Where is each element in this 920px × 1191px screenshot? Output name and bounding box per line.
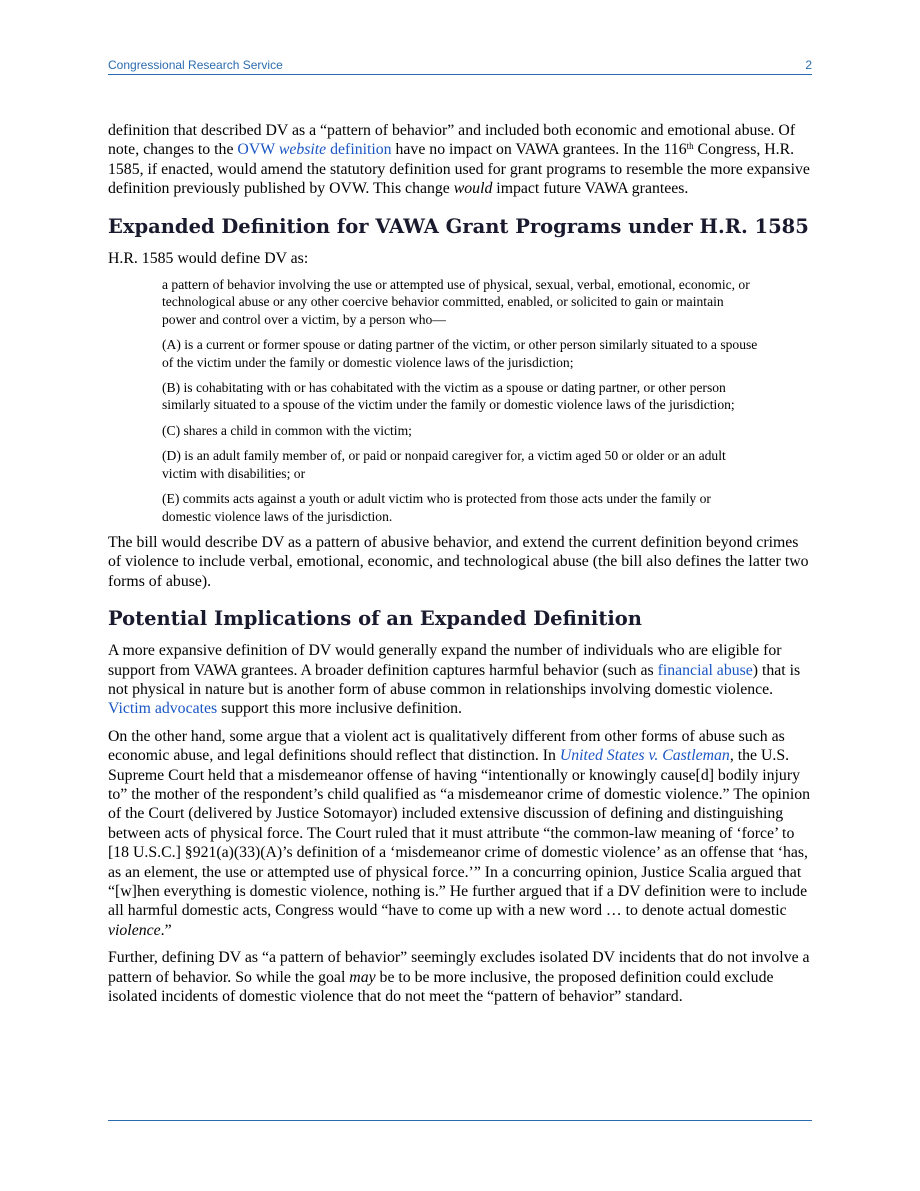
- emphasis: may: [349, 968, 376, 986]
- text-run: support this more inclusive definition.: [217, 700, 462, 718]
- section-intro: H.R. 1585 would define DV as:: [108, 249, 309, 267]
- page-header: [108, 58, 812, 75]
- quote-paragraph: (E) commits acts against a youth or adult victim who is protected from those acts under the family or domestic violence laws of the jurisdiction.: [162, 491, 711, 524]
- text-run: ) that is not physical in nature but is another form of abuse common in relationships involving domestic violence.: [108, 661, 801, 698]
- paragraph-expansive-definition: [108, 641, 814, 719]
- statutory-quote: [162, 276, 758, 525]
- paragraph-castleman: [108, 727, 814, 940]
- paragraph-bill-description: The bill would describe DV as a pattern of abusive behavior, and extend the current definition beyond crimes of violence to include verbal, emotional, economic, and technological abuse (the bill also defines the latter two forms of abuse).: [108, 533, 809, 590]
- emphasis: would: [453, 180, 493, 198]
- page-number: 2: [805, 58, 812, 72]
- text-run: definition that described DV as a “pattern of behavior” and included both economic and emotional abuse. Of note, changes to the: [108, 122, 796, 159]
- quote-paragraph: (B) is cohabitating with or has cohabitated with the victim as a spouse or dating partner, or other person similarly situated to a spouse of the victim under the family or domestic violence laws of the jurisdiction;: [162, 380, 735, 413]
- quote-paragraph: (A) is a current or former spouse or dating partner of the victim, or other person similarly situated to a spouse of the victim under the family or domestic violence laws of the jurisdiction;: [162, 337, 758, 370]
- text-run: On the other hand, some argue that a violent act is qualitatively different from other forms of abuse such as economic abuse, and legal definitions should reflect that distinction. In: [108, 727, 785, 765]
- castleman-case-link[interactable]: [560, 747, 730, 764]
- section-heading-implications: Potential Implications of an Expanded Definition: [108, 607, 642, 631]
- link-text-italic: website: [278, 141, 327, 159]
- text-run: , the U.S. Supreme Court held that a misdemeanor offense of having “intentionally or knowingly cause[d] bodily injury to” the mother of the respondent’s child qualified as “a misdemeanor crime of domestic violence.” The opinion of the Court (delivered by Justice Sotomayor) included extensive discussion of defining and distinguishing between acts of physical force. The Court ruled that it must attribute “the common-law meaning of ‘force’ to [18 U.S.C.] §921(a)(33)(A)’s definition of a ‘misdemeanor crime of domestic violence’ as an offense that ‘has, as an element, the use or attempted use of physical force.’” In a concurring opinion, Justice Scalia argued that “[w]hen everything is domestic violence, nothing is.” He further argued that if a DV definition were to include all harmful domestic acts, Congress would “have to come up with a new word … to denote actual domestic: [108, 747, 811, 920]
- text-run: be to be more inclusive, the proposed definition could exclude isolated incidents of domestic violence that do not meet the “pattern of behavior” standard.: [108, 968, 774, 1006]
- document-body: [108, 121, 814, 1014]
- section-heading-expanded-definition: Expanded Definition for VAWA Grant Programs under H.R. 1585: [108, 214, 809, 238]
- header-org: Congressional Research Service: [108, 58, 283, 72]
- emphasis: violence: [108, 921, 161, 939]
- footer-divider: [108, 1120, 812, 1121]
- financial-abuse-link[interactable]: financial abuse: [657, 661, 753, 679]
- paragraph-pattern-of-behavior: [108, 948, 814, 1006]
- quote-paragraph: (D) is an adult family member of, or paid or nonpaid caregiver for, a victim aged 50 or older or an adult victim with disabilities; or: [162, 448, 726, 481]
- link-text-italic: United States v. Castleman: [559, 747, 730, 765]
- quote-paragraph: a pattern of behavior involving the use or attempted use of physical, sexual, verbal, emotional, economic, or technological abuse or any other coercive behavior committed, enabled, or solicited to gain or maintain power and control over a victim, by a person who—: [162, 277, 750, 327]
- link-text: definition: [326, 141, 392, 159]
- victim-advocates-link[interactable]: Victim advocates: [108, 700, 218, 718]
- ovw-website-definition-link[interactable]: [237, 141, 391, 158]
- text-run: impact future VAWA grantees.: [492, 180, 689, 198]
- quote-paragraph: (C) shares a child in common with the victim;: [162, 422, 412, 438]
- text-run: Further, defining DV as “a pattern of behavior” seemingly excludes isolated DV incidents that do not involve a pattern of behavior. So while the goal: [108, 949, 810, 986]
- text-run: .”: [160, 921, 172, 939]
- superscript: th: [686, 141, 694, 152]
- text-run: A more expansive definition of DV would generally expand the number of individuals who are eligible for support from VAWA grantees. A broader definition captures harmful behavior (such as: [108, 642, 782, 679]
- link-text: OVW: [237, 141, 279, 159]
- text-run: have no impact on VAWA grantees. In the 116: [391, 141, 687, 159]
- text-run: Congress, H.R. 1585, if enacted, would amend the statutory definition used for grant programs to resemble the more expansive definition previously published by OVW. This change: [108, 141, 810, 198]
- paragraph-intro: [108, 121, 814, 199]
